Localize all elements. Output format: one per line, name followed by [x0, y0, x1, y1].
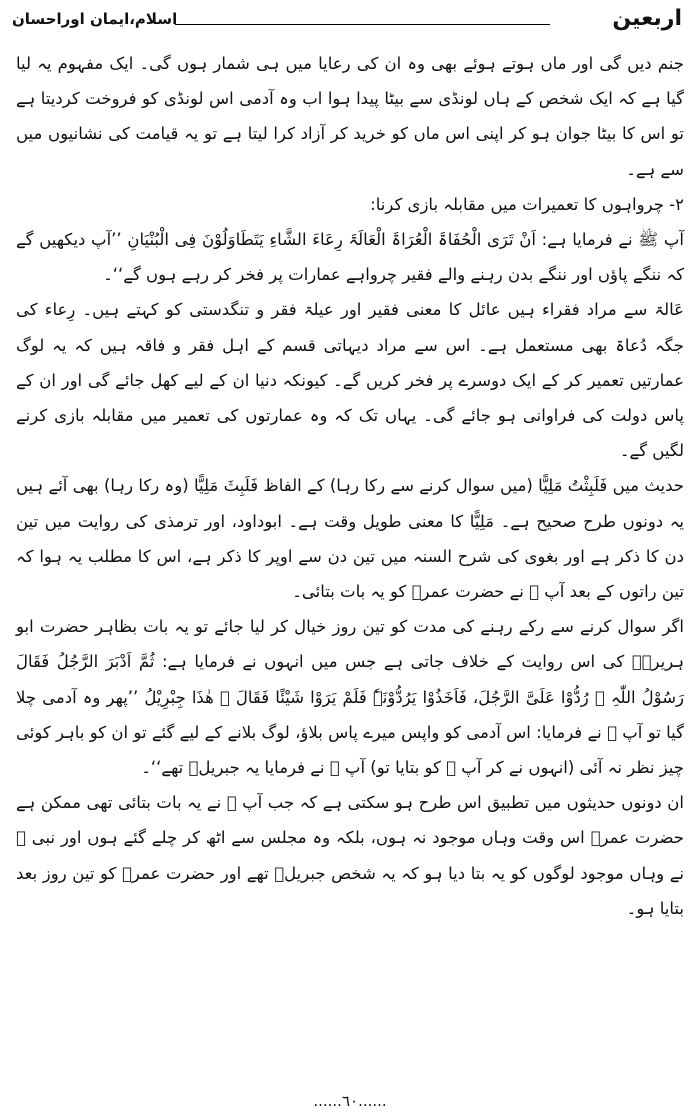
page-number: ......٦٠...... — [313, 1092, 387, 1110]
paragraph-3: آپ ﷺ نے فرمایا ہے: اَنْ تَرَی الْحُفَاۃَ الْعُرَاۃَ الْعَالَۃَ رِعَاءَ الشَّاءِ یَتَطَاوَلُوْنَ فِی الْبُنْیَانِ ’’آپ دیکھیں گے کہ ننگے پاؤں اور ننگے بدن رہنے والے فقیر چرواہے عمارات پر فخر کر رہے ہوں گے‘‘۔ — [16, 230, 684, 285]
page-header — [0, 0, 700, 44]
paragraph-6: اگر سوال کرنے سے رکے رہنے کی مدت کو تین روز خیال کر لیا جائے تو یہ بات بظاہر حضرت ابو ہریرہؓ کی اس روایت کے خلاف جاتی ہے جس میں انہوں نے فرمایا ہے: ثُمَّ اَدْبَرَ الرَّجُلُ فَقَالَ رَسُوْلُ اللّٰہِ ﷺ رُدُّوْا عَلَیَّ الرَّجُلَ، فَاَخَذُوْا یَرُدُّوْنَہٗ فَلَمْ یَرَوْا شَیْئًا فَقَالَ ﷺ ھٰذَا جِبْرِیْلُ ’’پھر وہ آدمی چلا گیا تو آپ ﷺ نے فرمایا: اس آدمی کو واپس میرے پاس بلاؤ، لوگ بلانے کے لیے گئے تو ان کو باہر کوئی چیز نظر نہ آئی (انہوں نے کر آپ ﷺ کو بتایا تو) آپ ﷺ نے فرمایا یہ جبریلؑ تھے‘‘۔ — [16, 617, 684, 778]
page-body — [16, 46, 684, 926]
paragraph-5: حدیث میں فَلَبِثْتُ مَلِیًّا (میں سوال کرنے سے رکا رہا) کے الفاظ فَلَبِثَ مَلِیًّا (وہ رکا رہا) بھی آئے ہیں یہ دونوں طرح صحیح ہے۔ مَلِیًّا کا معنی طویل وقت ہے۔ ابوداود، اور ترمذی کی روایت میں تین دن کا ذکر ہے اور بغوی کی شرح السنہ میں تین دن سے اوپر کا ذکر ہے، اس کا مطلب یہ ہوا کہ تین راتوں کے بعد آپ ﷺ نے حضرت عمرؓ کو یہ بات بتائی۔ — [16, 476, 684, 602]
header-rule — [175, 24, 550, 25]
paragraph-2-heading: ۲- چرواہوں کا تعمیرات میں مقابلہ بازی کرنا: — [370, 194, 684, 214]
book-title: اربعین — [612, 6, 682, 31]
section-title: اسلام،ایمان اوراحسان — [12, 10, 178, 28]
paragraph-1: جنم دیں گی اور ماں ہوتے ہوئے بھی وہ ان کی رعایا میں ہی شمار ہوں گی۔ ایک مفہوم یہ لیا گیا ہے کہ ایک شخص کے ہاں لونڈی سے بیٹا پیدا ہوا اب وہ آدمی اس لونڈی کو فروخت کردیتا ہے تو اس کا بیٹا جوان ہو کر اپنی اس ماں کو خرید کر آزاد کرا لیتا ہے تو یہ قیامت کی نشانیوں میں سے ہے۔ — [16, 54, 684, 179]
paragraph-7: ان دونوں حدیثوں میں تطبیق اس طرح ہو سکتی ہے کہ جب آپ ﷺ نے یہ بات بتائی تھی ممکن ہے حضرت عمرؓ اس وقت وہاں موجود نہ ہوں، بلکہ وہ مجلس سے اٹھ کر چلے گئے ہوں اور نبی ﷺ نے وہاں موجود لوگوں کو یہ بتا دیا ہو کہ یہ شخص جبریلؑ تھے اور حضرت عمرؓ کو تین روز بعد بتایا ہو۔ — [16, 793, 684, 918]
paragraph-4: عَالۃ سے مراد فقراء ہیں عائل کا معنی فقیر اور عیلۃ فقر و تنگدستی کو کہتے ہیں۔ رِعاء کی جگہ دُعاۃ بھی مستعمل ہے۔ اس سے مراد دیہاتی قسم کے اہل فقر و فاقہ ہیں کہ یہ لوگ عمارتیں تعمیر کر کے ایک دوسرے پر فخر کریں گے۔ کیونکہ دنیا ان کے لیے کھل جائے گی اور ان کے پاس دولت کی فراوانی ہو جائے گی۔ یہاں تک کہ وہ عمارتوں کی تعمیر میں مقابلہ بازی کرنے لگیں گے۔ — [16, 300, 684, 461]
